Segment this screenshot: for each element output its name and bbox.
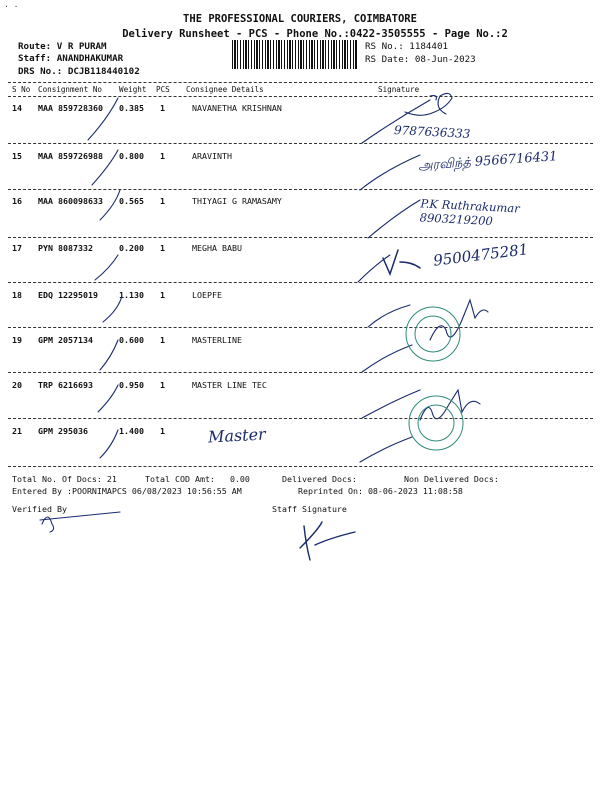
reprinted-label: Reprinted On: bbox=[298, 486, 363, 496]
row-rule bbox=[8, 418, 593, 419]
row-consignee: MASTER LINE TEC bbox=[192, 380, 267, 390]
total-cod-value: 0.00 bbox=[229, 474, 250, 484]
company-title: THE PROFESSIONAL COURIERS, COIMBATORE bbox=[183, 13, 417, 25]
totals-line bbox=[12, 474, 117, 484]
row-weight: 0.385 bbox=[119, 103, 144, 113]
table-bottom-rule bbox=[8, 466, 593, 467]
row-consignment: PYN 8087332 bbox=[38, 243, 93, 253]
row-consignment: MAA 860098633 bbox=[38, 196, 103, 206]
col-sno: S No bbox=[12, 85, 31, 94]
table-row bbox=[0, 380, 600, 394]
row-pcs: 1 bbox=[160, 426, 165, 436]
row-sno: 17 bbox=[12, 243, 22, 253]
handwritten-name-phone-15: அரவிந்த் 9566716431 bbox=[417, 149, 558, 174]
row-weight: 1.400 bbox=[119, 426, 144, 436]
row-pcs: 1 bbox=[160, 103, 165, 113]
barcode bbox=[232, 40, 358, 69]
rs-date-value: 08-Jun-2023 bbox=[414, 54, 476, 65]
total-cod bbox=[145, 474, 250, 484]
row-consignment: TRP 6216693 bbox=[38, 380, 93, 390]
staff-signature bbox=[300, 522, 355, 560]
table-row bbox=[0, 426, 600, 440]
row-weight: 0.600 bbox=[119, 335, 144, 345]
company-stamp bbox=[406, 307, 460, 361]
handwritten-name-phone-16: P.K Ruthrakumar 8903219200 bbox=[419, 196, 521, 229]
signature-20 bbox=[420, 390, 480, 420]
row-consignment: GPM 2057134 bbox=[38, 335, 93, 345]
entered-by-line bbox=[12, 486, 242, 496]
rs-date-line bbox=[365, 54, 476, 65]
row-pcs: 1 bbox=[160, 196, 165, 206]
table-header-rule bbox=[8, 96, 593, 97]
rs-no-value: 1184401 bbox=[409, 41, 449, 52]
row-consignment: EDQ 12295019 bbox=[38, 290, 98, 300]
row-consignee: MASTERLINE bbox=[192, 335, 242, 345]
row-rule bbox=[8, 282, 593, 283]
handwritten-master-21: Master bbox=[207, 424, 267, 447]
col-consignee: Consignee Details bbox=[186, 85, 264, 94]
route-line bbox=[18, 41, 107, 52]
row-pcs: 1 bbox=[160, 243, 165, 253]
reprinted-line bbox=[298, 486, 463, 496]
staff-value: ANANDHAKUMAR bbox=[56, 53, 124, 64]
row-weight: 0.800 bbox=[119, 151, 144, 161]
row-sno: 19 bbox=[12, 335, 22, 345]
staff-line bbox=[18, 53, 123, 64]
rs-date-label: RS Date: bbox=[365, 54, 410, 65]
verified-by-label: Verified By bbox=[12, 504, 67, 514]
handwritten-phone-17: 9500475281 bbox=[432, 240, 530, 270]
reprinted-value: 08-06-2023 11:08:58 bbox=[367, 486, 463, 496]
signature-slash bbox=[362, 345, 412, 372]
row-sno: 18 bbox=[12, 290, 22, 300]
table-row bbox=[0, 103, 600, 117]
row-pcs: 1 bbox=[160, 290, 165, 300]
signature-slash bbox=[358, 255, 390, 282]
handwritten-phone-14: 9787636333 bbox=[393, 123, 471, 141]
tick-stroke bbox=[95, 255, 118, 280]
row-consignee: NAVANETHA KRISHNAN bbox=[192, 103, 282, 113]
route-value: V R PURAM bbox=[56, 41, 107, 52]
row-sno: 14 bbox=[12, 103, 22, 113]
signature-18 bbox=[430, 300, 488, 340]
scan-speck: · · bbox=[4, 2, 19, 11]
row-rule bbox=[8, 327, 593, 328]
row-rule bbox=[8, 372, 593, 373]
row-consignment: MAA 859728360 bbox=[38, 103, 103, 113]
signature-slash bbox=[362, 390, 420, 418]
runsheet-subtitle: Delivery Runsheet - PCS - Phone No.:0422-3505555 - Page No.:2 bbox=[122, 28, 508, 40]
row-pcs: 1 bbox=[160, 151, 165, 161]
signature-slash bbox=[368, 305, 410, 327]
delivered-docs-label: Delivered Docs: bbox=[282, 474, 357, 484]
row-consignee: MEGHA BABU bbox=[192, 243, 242, 253]
row-rule bbox=[8, 189, 593, 190]
col-weight: Weight bbox=[119, 85, 147, 94]
entered-by-value: POORNIMAPCS 06/08/2023 10:56:55 AM bbox=[71, 486, 242, 496]
table-top-rule bbox=[8, 82, 593, 83]
rs-no-label: RS No.: bbox=[365, 41, 404, 52]
row-weight: 0.200 bbox=[119, 243, 144, 253]
table-row bbox=[0, 290, 600, 304]
signature-slash bbox=[360, 437, 412, 462]
verified-signature bbox=[40, 512, 120, 532]
company-stamp bbox=[409, 396, 463, 450]
table-row bbox=[0, 335, 600, 349]
row-rule bbox=[8, 143, 593, 144]
col-pcs: PCS bbox=[156, 85, 170, 94]
row-sno: 16 bbox=[12, 196, 22, 206]
row-sno: 15 bbox=[12, 151, 22, 161]
staff-label: Staff: bbox=[18, 53, 52, 64]
total-docs-label: Total No. Of Docs: bbox=[12, 474, 102, 484]
drs-value: DCJB118440102 bbox=[67, 66, 140, 77]
col-signature: Signature bbox=[378, 85, 420, 94]
staff-signature-label: Staff Signature bbox=[272, 504, 347, 514]
non-delivered-docs-label: Non Delivered Docs: bbox=[404, 474, 499, 484]
row-consignment: GPM 295036 bbox=[38, 426, 88, 436]
total-cod-label: Total COD Amt: bbox=[145, 474, 215, 484]
row-sno: 21 bbox=[12, 426, 22, 436]
route-label: Route: bbox=[18, 41, 52, 52]
drs-label: DRS No.: bbox=[18, 66, 63, 77]
row-sno: 20 bbox=[12, 380, 22, 390]
row-consignee: LOEPFE bbox=[192, 290, 222, 300]
row-consignee: ARAVINTH bbox=[192, 151, 232, 161]
entered-by-label: Entered By : bbox=[12, 486, 72, 496]
row-consignee: THIYAGI G RAMASAMY bbox=[192, 196, 282, 206]
rs-no-line bbox=[365, 41, 448, 52]
row-weight: 0.565 bbox=[119, 196, 144, 206]
col-consignment: Consignment No bbox=[38, 85, 103, 94]
total-docs-value: 21 bbox=[106, 474, 117, 484]
row-weight: 0.950 bbox=[119, 380, 144, 390]
row-rule bbox=[8, 237, 593, 238]
row-consignment: MAA 859726988 bbox=[38, 151, 103, 161]
row-pcs: 1 bbox=[160, 380, 165, 390]
drs-line bbox=[18, 66, 140, 77]
row-weight: 1.130 bbox=[119, 290, 144, 300]
row-pcs: 1 bbox=[160, 335, 165, 345]
